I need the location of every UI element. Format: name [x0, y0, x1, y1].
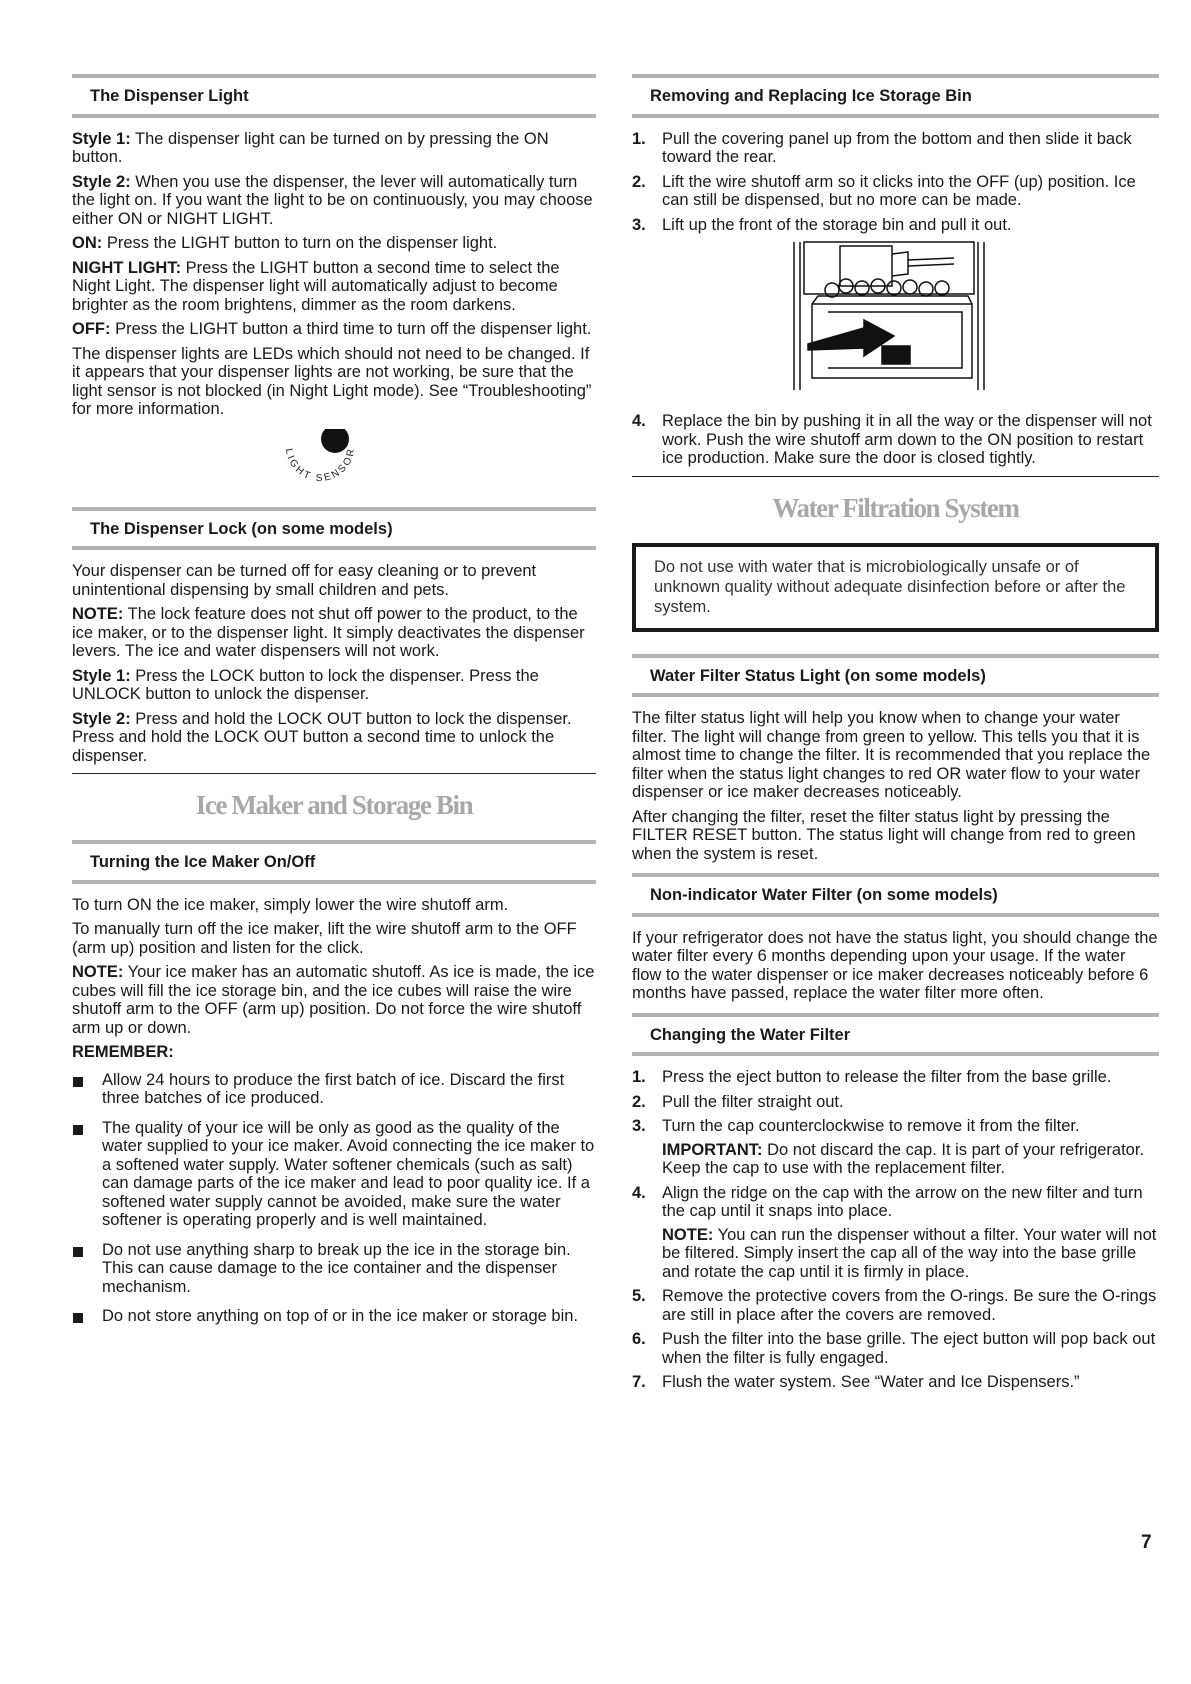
- paragraph: Style 1: Press the LOCK button to lock the dispenser. Press the UNLOCK button to unlock the dispenser.: [72, 666, 539, 703]
- section-heading-filter-status-light: Water Filter Status Light (on some models): [632, 654, 1159, 698]
- list-item: The quality of your ice will be only as good as the quality of the water supplied to your ice maker. Avoid connecting the ice maker to a softened water supply. Water softener chemicals (such as salt) can damage parts of the ice maker and lead to poor quality ice. If a softened water supply cannot be avoided, make sure the water softener is operating properly and is well maintained.: [72, 1119, 596, 1230]
- paragraph: Style 2: Press and hold the LOCK OUT button to lock the dispenser. Press and hold the LOCK OUT button a second time to unlock the dispenser.: [72, 709, 572, 765]
- right-column: [632, 74, 1159, 1398]
- divider: [632, 476, 1159, 477]
- paragraph: NIGHT LIGHT: Press the LIGHT button a second time to select the Night Light. The dispenser light will automatically adjust to become brighter as the room brightens, dimmer as the room darkens.: [72, 258, 560, 314]
- remember-heading: REMEMBER:: [72, 1043, 174, 1061]
- list-item: 4. Replace the bin by pushing it in all the way or the dispenser will not work. Push the wire shutoff arm down to the ON position to restart ice production. Make sure the door is closed tightly.: [632, 412, 1152, 467]
- list-item: 3. Turn the cap counterclockwise to remove it from the filter. IMPORTANT: Do not discard the cap. It is part of your refrigerator. Keep the cap to use with the replacement filter.: [632, 1117, 1159, 1178]
- left-column: [72, 74, 596, 1337]
- removing-steps-continued: [632, 412, 1159, 468]
- section-heading-removing-bin: Removing and Replacing Ice Storage Bin: [632, 74, 1159, 118]
- paragraph: ON: Press the LIGHT button to turn on the dispenser light.: [72, 234, 498, 252]
- ice-bin-figure: [632, 240, 1159, 398]
- svg-text:LIGHT SENSOR: [283, 446, 357, 484]
- paragraph: OFF: Press the LIGHT button a third time to turn off the dispenser light.: [72, 320, 592, 338]
- bullet-square-icon: [73, 1313, 83, 1323]
- list-item: 2. Lift the wire shutoff arm so it clicks into the OFF (up) position. Ice can still be dispensed, but no more can be made.: [632, 172, 1136, 209]
- section-heading-changing-filter: Changing the Water Filter: [632, 1013, 1159, 1057]
- remember-list: [72, 1071, 596, 1326]
- list-item: 4. Align the ridge on the cap with the arrow on the new filter and turn the cap until it snaps into place. NOTE: You can run the dispenser without a filter. Your water will not be filtered. Simply insert the cap all of the way into the base grille and rotate the cap until it is firmly in place.: [632, 1184, 1159, 1282]
- list-item: 7. Flush the water system. See “Water and Ice Dispensers.”: [632, 1373, 1080, 1391]
- paragraph: The filter status light will help you know when to change your water filter. The light will change from green to yellow. This tells you that it is almost time to change the filter. It is recommended that you replace the filter when the status light changes to red OR water flow to your water dispenser or ice maker decreases noticeably.: [632, 709, 1151, 801]
- paragraph: If your refrigerator does not have the status light, you should change the water filter every 6 months depending upon your usage. If the water flow to the water dispenser or ice maker decreases noticeably before 6 months have passed, replace the water filter more often.: [632, 928, 1158, 1002]
- note: NOTE: You can run the dispenser without a filter. Your water will not be filtered. Simply insert the cap all of the way into the base grille and rotate the cap until it is firmly in place.: [662, 1225, 1157, 1281]
- list-item: 1. Pull the covering panel up from the bottom and then slide it back toward the rear.: [632, 129, 1132, 166]
- list-item: 2. Pull the filter straight out.: [632, 1092, 844, 1111]
- section-heading-dispenser-light: The Dispenser Light: [72, 74, 596, 118]
- page-number: 7: [1141, 1532, 1152, 1553]
- bullet-square-icon: [73, 1125, 83, 1135]
- paragraph: Your dispenser can be turned off for easy cleaning or to prevent unintentional dispensing by small children and pets.: [72, 562, 537, 599]
- removing-steps: [632, 130, 1159, 235]
- sensor-dot: [321, 429, 349, 453]
- paragraph: Style 1: The dispenser light can be turned on by pressing the ON button.: [72, 129, 549, 166]
- paragraph: Style 2: When you use the dispenser, the lever will automatically turn the light on. If you want the light to be on continuously, you may choose either ON or NIGHT LIGHT.: [72, 172, 593, 228]
- changing-steps: [632, 1068, 1159, 1392]
- paragraph: NOTE: The lock feature does not shut off power to the product, to the ice maker, or to the dispenser light. It simply deactivates the dispenser levers. The ice and water dispensers will not work.: [72, 605, 585, 660]
- warning-box: Do not use with water that is microbiologically unsafe or of unknown quality without adequate disinfection before or after the system.: [632, 543, 1159, 632]
- section-heading-dispenser-lock: The Dispenser Lock (on some models): [72, 507, 596, 551]
- chapter-title-ice-maker: Ice Maker and Storage Bin: [195, 790, 473, 820]
- divider: [72, 773, 596, 774]
- ice-bin-illustration-icon: [632, 240, 1159, 398]
- list-item: 6. Push the filter into the base grille. The eject button will pop back out when the filter is fully engaged.: [632, 1330, 1156, 1367]
- light-sensor-figure: [72, 429, 596, 491]
- bullet-square-icon: [73, 1077, 83, 1087]
- paragraph: The dispenser lights are LEDs which should not need to be changed. If it appears that your dispenser lights are not working, be sure that the light sensor is not blocked (in Night Light mode). See “Troubleshooting” for more information.: [72, 344, 592, 418]
- section-heading-non-indicator-filter: Non-indicator Water Filter (on some models): [632, 873, 1159, 917]
- sensor-label: LIGHT SENSOR: [282, 445, 358, 484]
- important-note: IMPORTANT: Do not discard the cap. It is part of your refrigerator. Keep the cap to use with the replacement filter.: [662, 1140, 1145, 1177]
- bullet-square-icon: [73, 1247, 83, 1257]
- list-item: 5. Remove the protective covers from the O-rings. Be sure the O-rings are still in place after the covers are removed.: [632, 1287, 1157, 1324]
- list-item: 1. Press the eject button to release the filter from the base grille.: [632, 1068, 1112, 1086]
- list-item: 3. Lift up the front of the storage bin and pull it out.: [632, 215, 1012, 234]
- list-item: Do not use anything sharp to break up the ice in the storage bin. This can cause damage to the ice container and the dispenser mechanism.: [72, 1241, 596, 1297]
- list-item: Do not store anything on top of or in the ice maker or storage bin.: [72, 1307, 596, 1326]
- paragraph: To manually turn off the ice maker, lift the wire shutoff arm to the OFF (arm up) position and listen for the click.: [72, 920, 577, 957]
- section-heading-turning-ice-maker: Turning the Ice Maker On/Off: [72, 840, 596, 884]
- list-item: Allow 24 hours to produce the first batch of ice. Discard the first three batches of ice produced.: [72, 1071, 596, 1108]
- paragraph: After changing the filter, reset the filter status light by pressing the FILTER RESET button. The status light will change from red to green when the system is reset.: [632, 807, 1136, 863]
- paragraph: NOTE: Your ice maker has an automatic shutoff. As ice is made, the ice cubes will fill the ice storage bin, and the ice cubes will raise the wire shutoff arm to the OFF (arm up) position. Do not force the wire shutoff arm up or down.: [72, 963, 595, 1037]
- paragraph: To turn ON the ice maker, simply lower the wire shutoff arm.: [72, 895, 509, 914]
- light-sensor-icon: [72, 429, 596, 491]
- chapter-title-water-filtration: Water Filtration System: [772, 492, 1019, 523]
